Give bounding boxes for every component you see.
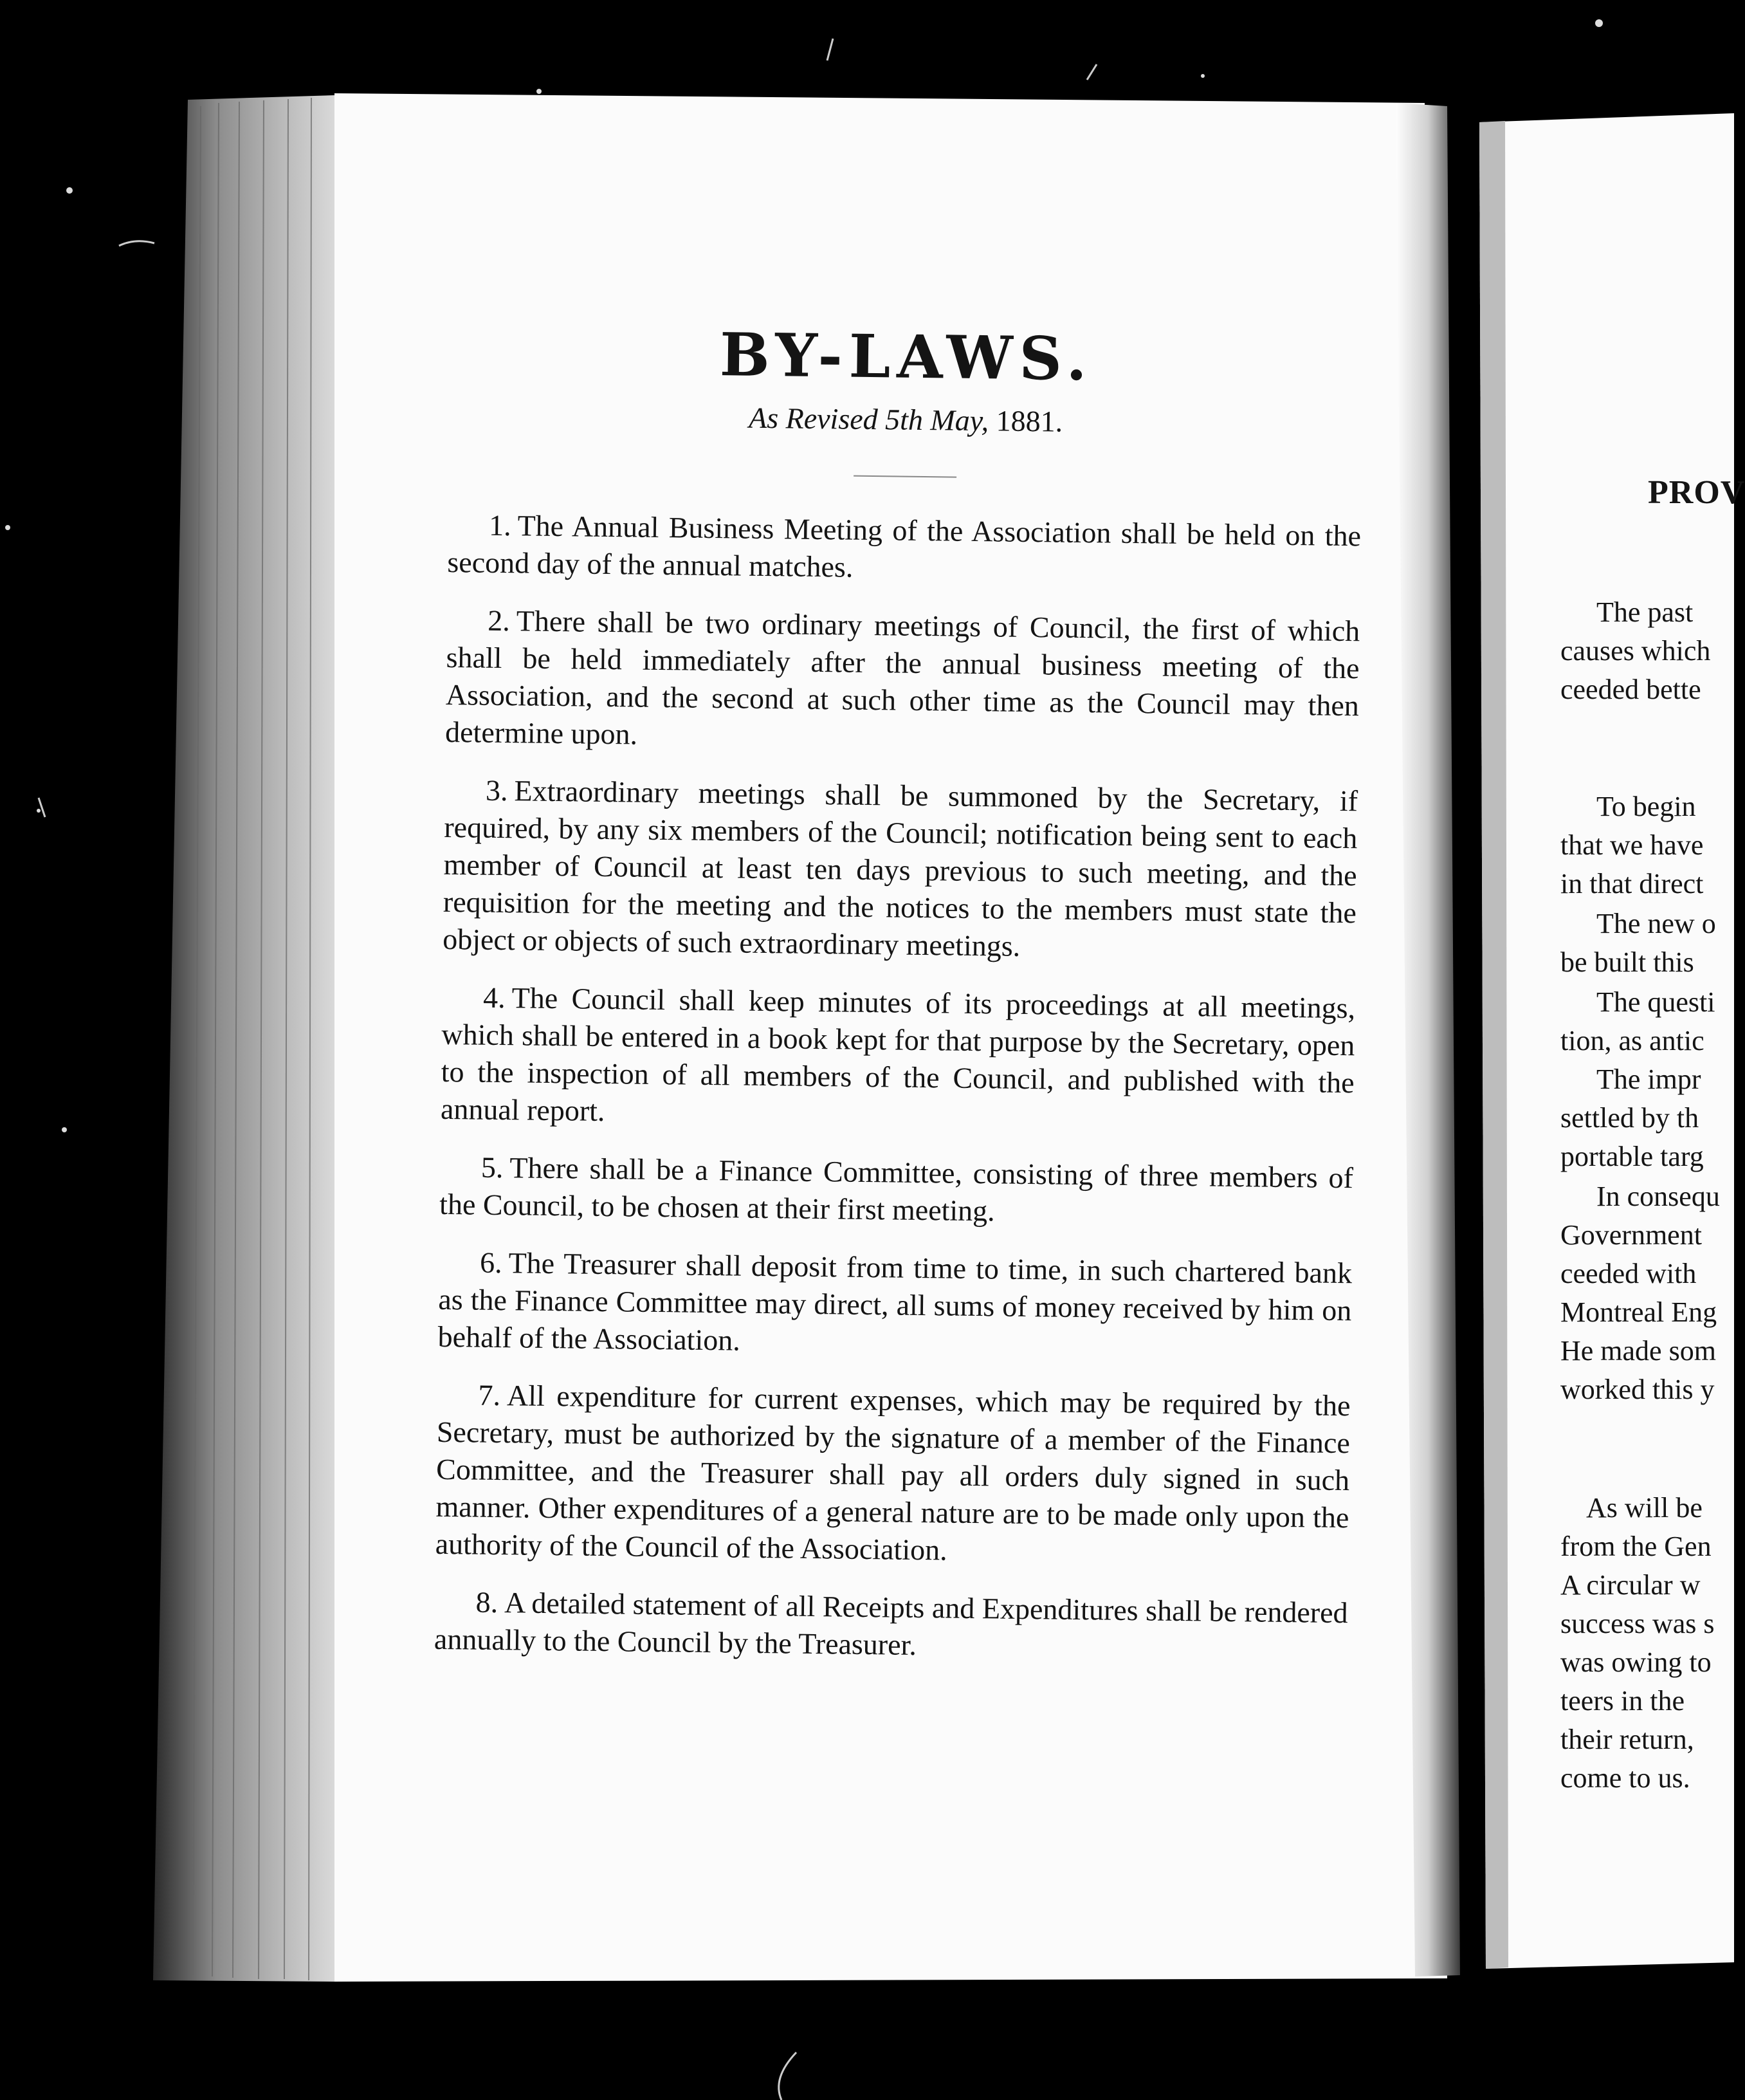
right-line: The new o [1596, 908, 1716, 939]
right-line: from the Gen [1560, 1531, 1712, 1562]
right-line: success was s [1560, 1608, 1715, 1639]
right-line: tion, as antic [1560, 1025, 1704, 1056]
title-rule [854, 475, 956, 478]
right-line: that we have [1560, 829, 1704, 861]
bylaw-1 [447, 506, 1361, 592]
bylaw-text: All expenditure for current expenses, which may be required by the Secretary, must be authorized by the signature of a member of the Finance Committee, and the Treasurer shall pay all orders duly signed in such manner. Other expenditures of a general nature are to be made only upon the authority of the Council of the Association. [435, 1379, 1351, 1567]
right-line: causes which [1560, 635, 1711, 667]
bylaw-7 [435, 1376, 1350, 1574]
bylaw-text: A detailed statement of all Receipts and Expenditures shall be rendered annually to the Council by the Treasurer. [434, 1586, 1348, 1662]
right-line: Government [1560, 1219, 1702, 1251]
right-line: In consequ [1596, 1181, 1720, 1212]
right-line: be built this [1560, 946, 1694, 978]
right-line: ceeded with [1560, 1258, 1697, 1289]
bylaw-text: The Treasurer shall deposit from time to time, in such chartered bank as the Finance Committee may direct, all sums of money received by him on behalf of the Association. [437, 1246, 1353, 1357]
bylaw-2 [445, 602, 1360, 762]
right-line: The impr [1596, 1064, 1701, 1095]
page-title: BY-LAWS. [719, 320, 1094, 394]
right-line: their return, [1560, 1724, 1694, 1755]
bylaw-number: 3. [485, 773, 508, 807]
page-subtitle [449, 396, 1363, 443]
bylaw-4 [441, 979, 1356, 1139]
bylaw-5 [439, 1148, 1353, 1234]
left-page-text [434, 322, 1364, 1690]
bylaw-text: There shall be a Finance Committee, consisting of three members of the Council, to be chosen at their first meeting. [439, 1151, 1354, 1228]
right-line: in that direct [1560, 868, 1704, 899]
right-line: worked this y [1560, 1374, 1715, 1405]
bylaw-number: 4. [482, 981, 506, 1015]
right-page-heading: PROV [1648, 474, 1745, 511]
right-line: ceeded bette [1560, 674, 1701, 705]
right-line: come to us. [1560, 1762, 1690, 1794]
bylaw-8 [434, 1583, 1348, 1669]
bylaw-number: 6. [479, 1246, 502, 1280]
bylaw-text: Extraordinary meetings shall be summoned by the Secretary, if required, by any six members of the Council; notification being sent to each member of Council at least ten days previous to such meeting, and the requisition for the meeting and the notices to the members must state the object or objects of such extraordinary meetings. [442, 774, 1358, 963]
bylaw-number: 7. [478, 1378, 501, 1412]
bylaw-number: 8. [475, 1585, 498, 1619]
right-line: Montreal Eng [1560, 1296, 1717, 1328]
right-line: As will be [1586, 1492, 1703, 1524]
bylaw-3 [443, 771, 1358, 969]
right-line: portable targ [1560, 1141, 1704, 1172]
bylaw-number: 5. [480, 1150, 504, 1184]
subtitle-year: 1881. [996, 404, 1063, 438]
bylaw-text: There shall be two ordinary meetings of Council, the first of which shall be held immediately after the annual business meeting of the Association, and the second at such other time as the Council may then determine upon. [444, 604, 1360, 751]
right-line: settled by th [1560, 1102, 1699, 1134]
right-line: was owing to [1560, 1646, 1712, 1678]
right-line: teers in the [1560, 1685, 1685, 1717]
right-line: The questi [1596, 986, 1715, 1018]
right-line: He made som [1560, 1335, 1716, 1367]
bylaw-text: The Annual Business Meeting of the Association shall be held on the second day of the annual matches. [447, 509, 1362, 584]
bylaw-6 [437, 1244, 1352, 1367]
bylaw-number: 1. [488, 508, 511, 542]
subtitle-revised: As Revised 5th May, [748, 401, 989, 438]
right-line: A circular w [1560, 1569, 1701, 1601]
bylaw-number: 2. [488, 603, 511, 638]
bylaw-text: The Council shall keep minutes of its proceedings at all meetings, which shall be entered in a book kept for that purpose by the Secretary, open to the inspection of all members of the Council, and published with the annual report. [440, 981, 1356, 1128]
right-line: The past [1596, 596, 1694, 628]
right-line: To begin [1596, 791, 1696, 822]
